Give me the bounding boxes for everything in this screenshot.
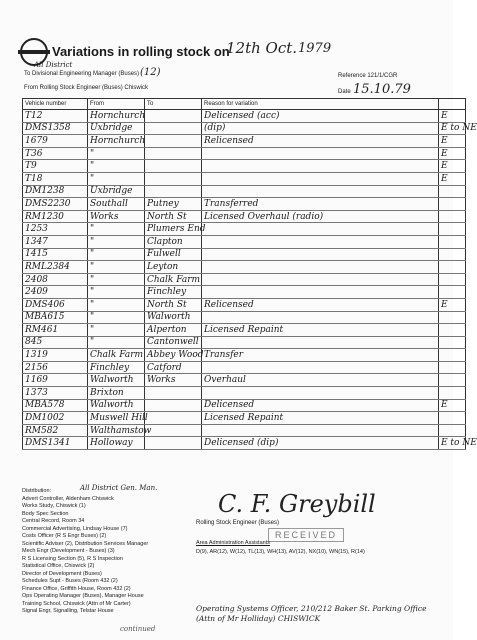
code-cell: E — [439, 110, 466, 123]
to-cell: Plumers End — [145, 223, 202, 236]
to-cell: Alperton — [145, 324, 202, 337]
reason-cell — [202, 261, 439, 274]
table-row — [23, 172, 466, 185]
handwritten-date: 12th Oct. — [226, 39, 298, 57]
table-row — [23, 210, 466, 223]
from-cell: Uxbridge — [88, 185, 145, 198]
code-cell — [439, 185, 466, 198]
reason-cell — [202, 147, 439, 160]
code-cell — [439, 261, 466, 274]
distribution-line: Scientific Adviser (2), Distribution Services Manager — [22, 540, 149, 547]
to-cell: Finchley — [145, 286, 202, 299]
vehicle-number-cell: T9 — [23, 160, 88, 173]
code-cell: E to NE — [439, 437, 466, 450]
to-cell: Leyton — [145, 261, 202, 274]
code-cell — [439, 311, 466, 324]
distribution-line: Body Spec Section — [22, 510, 69, 517]
reason-cell — [202, 361, 439, 374]
distribution-list — [22, 488, 190, 616]
from-cell: Uxbridge — [88, 122, 145, 135]
code-cell — [439, 412, 466, 425]
from-cell: Walworth — [88, 374, 145, 387]
date-label: Date — [338, 89, 351, 95]
from-cell: " — [88, 261, 145, 274]
table-row — [23, 261, 466, 274]
to-cell — [145, 172, 202, 185]
from-cell: Muswell Hill — [88, 412, 145, 425]
vehicle-number-cell: 2408 — [23, 273, 88, 286]
from-cell: " — [88, 273, 145, 286]
code-cell: E — [439, 160, 466, 173]
from-cell: Holloway — [88, 437, 145, 450]
footer-handwritten-note: Operating Systems Officer, 210/212 Baker St. Parking Office (Attn of Mr Holliday) CHISWICK — [196, 604, 427, 623]
reason-cell: Relicensed — [202, 298, 439, 311]
distribution-line: Ops Operating Manager (Buses), Manager House — [22, 593, 144, 599]
form-title: Variations in rolling stock on — [52, 44, 230, 59]
to-cell: Fulwell — [145, 248, 202, 261]
from-cell: Finchley — [88, 361, 145, 374]
to-cell: Putney — [145, 198, 202, 211]
vehicle-number-cell: T18 — [23, 172, 88, 185]
vehicle-number-cell: RM461 — [23, 324, 88, 337]
table-row — [23, 311, 466, 324]
code-cell — [439, 349, 466, 362]
from-cell: " — [88, 336, 145, 349]
distribution-line: Central Record, Room 34 — [22, 518, 85, 524]
to-cell — [145, 437, 202, 450]
to-cell: North St — [145, 298, 202, 311]
code-cell — [439, 324, 466, 337]
from-line: From Rolling Stock Engineer (Buses) Chiswick — [24, 85, 149, 91]
header-vehicle-number: Vehicle number — [23, 99, 88, 110]
table-body — [23, 110, 477, 450]
to-cell: North St — [145, 210, 202, 223]
from-cell: " — [88, 286, 145, 299]
vehicle-number-cell: 2156 — [23, 361, 88, 374]
distribution-line: Mech Engr (Development - Buses) (3) — [22, 548, 115, 554]
vehicle-number-cell: DM1002 — [23, 412, 88, 425]
table-row — [23, 248, 466, 261]
distribution-handwritten-note: All District Gen. Man. — [80, 484, 158, 492]
from-cell: " — [88, 311, 145, 324]
from-cell: " — [88, 160, 145, 173]
table-row — [23, 110, 466, 123]
vehicle-number-cell: RM1230 — [23, 210, 88, 223]
vehicle-number-cell: DMS1341 — [23, 437, 88, 450]
from-cell: " — [88, 248, 145, 261]
table-row — [23, 361, 466, 374]
to-cell — [145, 185, 202, 198]
reason-cell: Overhaul — [202, 374, 439, 387]
to-cell — [145, 135, 202, 148]
header-to: To — [145, 99, 202, 110]
to-cell: Walworth — [145, 311, 202, 324]
distribution-line: Training School, Chiswick (Attn of Mr Carter) — [22, 600, 131, 607]
from-cell: Hornchurch — [88, 135, 145, 148]
distribution-line: Commercial Advertising, Lindsay House (7) — [22, 525, 128, 532]
reason-cell — [202, 172, 439, 185]
to-cell — [145, 147, 202, 160]
received-stamp: RECEIVED — [268, 528, 344, 542]
to-cell — [145, 160, 202, 173]
table-row — [23, 424, 466, 437]
vehicle-number-cell: 1253 — [23, 223, 88, 236]
reason-cell: (dip) — [202, 122, 439, 135]
reason-cell — [202, 387, 439, 400]
table-row — [23, 437, 466, 450]
from-cell: " — [88, 298, 145, 311]
header-from: From — [88, 99, 145, 110]
distribution-line: Finance Office, Griffith House, Room 432 (2) — [22, 585, 131, 592]
reason-cell — [202, 185, 439, 198]
code-cell — [439, 424, 466, 437]
distribution-line: Costs Officer (R S Engr Buses) (2) — [22, 533, 107, 539]
code-cell: E — [439, 399, 466, 412]
to-cell: Chalk Farm — [145, 273, 202, 286]
reason-cell: Licensed Overhaul (radio) — [202, 210, 439, 223]
vehicle-number-cell: RM582 — [23, 424, 88, 437]
from-cell: " — [88, 172, 145, 185]
code-cell — [439, 374, 466, 387]
from-cell: Chalk Farm — [88, 349, 145, 362]
to-cell — [145, 387, 202, 400]
vehicle-number-cell: 1319 — [23, 349, 88, 362]
table-row — [23, 336, 466, 349]
to-cell — [145, 122, 202, 135]
vehicle-number-cell: 1373 — [23, 387, 88, 400]
table-row — [23, 235, 466, 248]
to-cell — [145, 399, 202, 412]
from-cell: Brixton — [88, 387, 145, 400]
vehicle-number-cell: DMS1358 — [23, 122, 88, 135]
code-cell: E — [439, 147, 466, 160]
rse-label: Rolling Stock Engineer (Buses) — [196, 520, 280, 526]
continued-note: continued — [120, 625, 156, 633]
from-cell: " — [88, 223, 145, 236]
table-row — [23, 412, 466, 425]
code-cell — [439, 273, 466, 286]
to-line: To Divisional Engineering Manager (Buses) — [24, 71, 140, 77]
table-row — [23, 298, 466, 311]
from-cell: Walthamstow — [88, 424, 145, 437]
to-cell: Cantonwell — [145, 336, 202, 349]
vehicle-number-cell: T12 — [23, 110, 88, 123]
vehicle-number-cell: 1347 — [23, 235, 88, 248]
vehicle-number-cell: DMS2230 — [23, 198, 88, 211]
table-row — [23, 185, 466, 198]
from-cell: " — [88, 324, 145, 337]
vehicle-number-cell: MBA578 — [23, 399, 88, 412]
code-cell — [439, 235, 466, 248]
to-cell — [145, 424, 202, 437]
to-handwritten-note: All District — [34, 61, 73, 69]
reason-cell — [202, 160, 439, 173]
table-row — [23, 324, 466, 337]
reason-cell — [202, 286, 439, 299]
table-row — [23, 122, 466, 135]
vehicle-number-cell: 1169 — [23, 374, 88, 387]
code-cell — [439, 248, 466, 261]
reason-cell — [202, 311, 439, 324]
code-cell: E — [439, 135, 466, 148]
vehicle-number-cell: DMS406 — [23, 298, 88, 311]
reason-cell — [202, 336, 439, 349]
code-cell — [439, 387, 466, 400]
code-cell — [439, 198, 466, 211]
table-header-row — [23, 99, 466, 110]
reason-cell — [202, 235, 439, 248]
vehicle-number-cell: 2409 — [23, 286, 88, 299]
to-number: (12) — [140, 67, 161, 78]
code-cell — [439, 286, 466, 299]
reason-cell — [202, 223, 439, 236]
vehicle-number-cell: 845 — [23, 336, 88, 349]
table-row — [23, 349, 466, 362]
reason-cell: Transfer — [202, 349, 439, 362]
table-row — [23, 273, 466, 286]
table-row — [23, 399, 466, 412]
vehicle-number-cell: DM1238 — [23, 185, 88, 198]
reason-cell — [202, 273, 439, 286]
vehicle-number-cell: MBA615 — [23, 311, 88, 324]
table-row — [23, 223, 466, 236]
code-cell — [439, 223, 466, 236]
reason-cell — [202, 424, 439, 437]
area-admin-label: Area Administration Assistants — [196, 540, 270, 546]
to-cell — [145, 412, 202, 425]
to-cell: Clapton — [145, 235, 202, 248]
table-row — [23, 147, 466, 160]
reason-cell: Transferred — [202, 198, 439, 211]
from-cell: Walworth — [88, 399, 145, 412]
distribution-line: Schedules Supt - Buses (Room 432 (2) — [22, 578, 118, 584]
distribution-line: Distribution: — [22, 488, 52, 494]
from-cell: Southall — [88, 198, 145, 211]
reason-cell: Delicensed (acc) — [202, 110, 439, 123]
vehicle-number-cell: 1415 — [23, 248, 88, 261]
code-cell: E to NE — [439, 122, 466, 135]
distribution-line: Works Study, Chiswick (1) — [22, 503, 86, 509]
table-row — [23, 387, 466, 400]
table-row — [23, 160, 466, 173]
handwritten-year: 1979 — [298, 41, 332, 56]
reason-cell: Licensed Repaint — [202, 324, 439, 337]
from-cell: Hornchurch — [88, 110, 145, 123]
date-value: 15.10.79 — [353, 82, 411, 97]
vehicle-number-cell: 1679 — [23, 135, 88, 148]
reason-cell: Delicensed (dip) — [202, 437, 439, 450]
code-cell: E — [439, 298, 466, 311]
distribution-line: Director of Development (Buses) — [22, 570, 102, 577]
distribution-line: R S Licensing Section (5), R S Inspection — [22, 555, 123, 562]
table-row — [23, 198, 466, 211]
variations-table — [22, 98, 477, 450]
to-cell — [145, 110, 202, 123]
header-reason: Reason for variation — [202, 99, 439, 110]
vehicle-number-cell: T36 — [23, 147, 88, 160]
to-cell: Works — [145, 374, 202, 387]
from-cell: Works — [88, 210, 145, 223]
from-cell: " — [88, 147, 145, 160]
code-cell — [439, 210, 466, 223]
vehicle-number-cell: RML2384 — [23, 261, 88, 274]
distribution-line: Signal Engr, Signalling, Telstar House — [22, 608, 114, 614]
to-cell: Abbey Wood — [145, 349, 202, 362]
table-row — [23, 286, 466, 299]
header-code — [439, 99, 466, 110]
to-cell: Catford — [145, 361, 202, 374]
code-cell: E — [439, 172, 466, 185]
code-cell — [439, 361, 466, 374]
distribution-line: Statistical Office, Chiswick (2) — [22, 563, 95, 569]
distribution-line: Advert Controller, Aldenham Chiswick — [22, 495, 114, 502]
signature: C. F. Greybill — [218, 490, 376, 518]
reason-cell — [202, 248, 439, 261]
area-admin-list: D(9), AR(12), W(12), TL(13), WH(13), AV(12), NX(10), WN(15), R(14) — [196, 549, 365, 555]
reason-cell: Delicensed — [202, 399, 439, 412]
reference-number: Reference 121/1/CGR — [338, 73, 398, 79]
table-row — [23, 135, 466, 148]
reason-cell: Relicensed — [202, 135, 439, 148]
table-row — [23, 374, 466, 387]
code-cell — [439, 336, 466, 349]
from-cell: " — [88, 235, 145, 248]
reason-cell: Licensed Repaint — [202, 412, 439, 425]
